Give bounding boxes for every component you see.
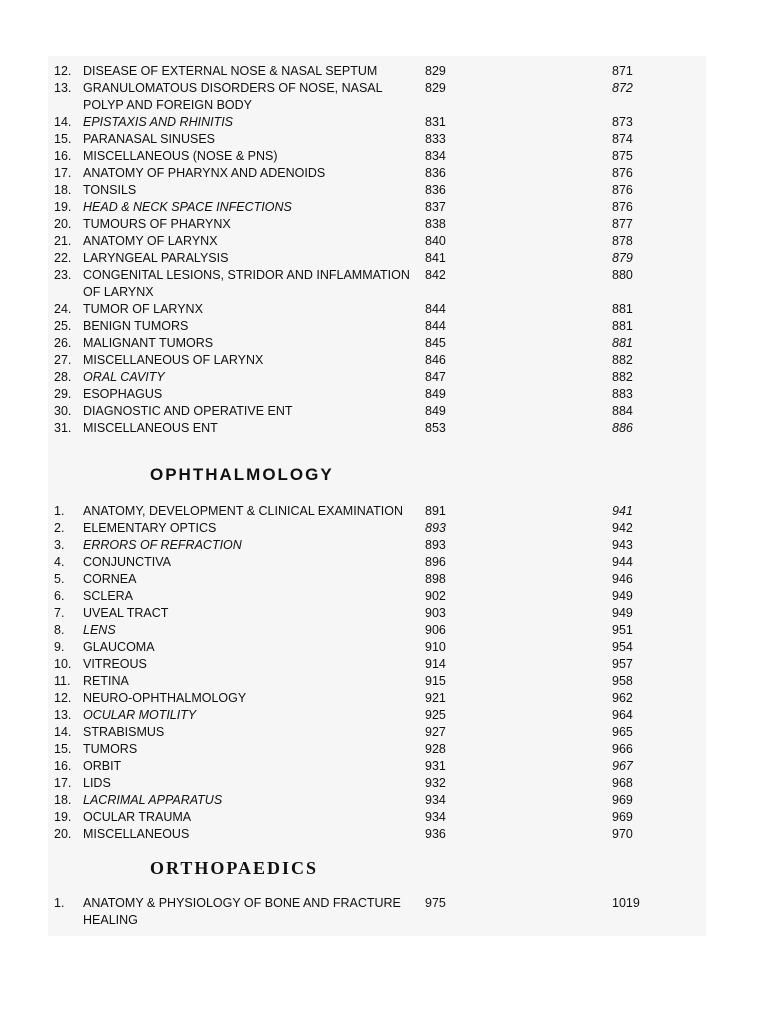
- entry-title: CONJUNCTIVA: [83, 555, 171, 569]
- entry-page-answers: 966: [612, 742, 633, 756]
- entry-number: 20.: [54, 217, 72, 231]
- entry-page-questions: 853: [425, 421, 446, 435]
- toc-entry: [0, 656, 768, 673]
- entry-title: OCULAR MOTILITY: [83, 708, 197, 722]
- entry-page-answers: 881: [612, 336, 633, 350]
- entry-title: ESOPHAGUS: [83, 387, 163, 401]
- entry-title: GLAUCOMA: [83, 640, 155, 654]
- toc-entry: [0, 250, 768, 267]
- entry-title: ELEMENTARY OPTICS: [83, 521, 217, 535]
- entry-page-answers: 881: [612, 302, 633, 316]
- entry-page-questions: 829: [425, 64, 446, 78]
- entry-page-answers: 876: [612, 166, 633, 180]
- entry-title: SCLERA: [83, 589, 134, 603]
- entry-title: EPISTAXIS AND RHINITIS: [83, 115, 234, 129]
- entry-page-questions: 915: [425, 674, 446, 688]
- entry-number: 19.: [54, 810, 72, 824]
- entry-title: MISCELLANEOUS (NOSE & PNS): [83, 149, 278, 163]
- entry-title: ORBIT: [83, 759, 122, 773]
- toc-entry: [0, 707, 768, 724]
- entry-page-answers: 1019: [612, 896, 640, 910]
- entry-page-questions: 902: [425, 589, 446, 603]
- entry-page-answers: 954: [612, 640, 633, 654]
- entry-page-questions: 840: [425, 234, 446, 248]
- toc-entry: [0, 571, 768, 588]
- entry-page-answers: 942: [612, 521, 633, 535]
- entry-number: 23.: [54, 268, 72, 282]
- entry-page-questions: 934: [425, 810, 446, 824]
- entry-title: HEAD & NECK SPACE INFECTIONS: [83, 200, 292, 214]
- toc-entry: [0, 622, 768, 639]
- orthopaedics-list: [0, 895, 768, 929]
- entry-page-answers: 970: [612, 827, 633, 841]
- entry-title: VITREOUS: [83, 657, 147, 671]
- entry-page-questions: 893: [425, 521, 446, 535]
- toc-entry: [0, 114, 768, 131]
- entry-title: LACRIMAL APPARATUS: [83, 793, 223, 807]
- toc-entry: [0, 690, 768, 707]
- entry-number: 30.: [54, 404, 72, 418]
- entry-page-answers: 949: [612, 606, 633, 620]
- entry-page-questions: 936: [425, 827, 446, 841]
- toc-entry: [0, 165, 768, 182]
- entry-page-questions: 910: [425, 640, 446, 654]
- entry-number: 17.: [54, 166, 72, 180]
- toc-entry: [0, 352, 768, 369]
- entry-number: 16.: [54, 149, 72, 163]
- toc-entry: [0, 537, 768, 554]
- toc-entry: [0, 403, 768, 420]
- toc-entry: [0, 809, 768, 826]
- orthopaedics-heading: ORTHOPAEDICS: [150, 858, 319, 878]
- toc-entry: [0, 267, 768, 301]
- entry-title: STRABISMUS: [83, 725, 165, 739]
- entry-number: 21.: [54, 234, 72, 248]
- entry-title: UVEAL TRACT: [83, 606, 169, 620]
- entry-page-answers: 941: [612, 504, 633, 518]
- toc-entry: [0, 503, 768, 520]
- entry-page-questions: 891: [425, 504, 446, 518]
- toc-entry: [0, 369, 768, 386]
- entry-number: 13.: [54, 81, 72, 95]
- entry-title: OCULAR TRAUMA: [83, 810, 192, 824]
- toc-entry: [0, 148, 768, 165]
- entry-page-questions: 836: [425, 166, 446, 180]
- entry-title: TUMORS: [83, 742, 138, 756]
- entry-page-questions: 847: [425, 370, 446, 384]
- toc-entry: [0, 588, 768, 605]
- entry-page-answers: 886: [612, 421, 633, 435]
- entry-page-questions: 846: [425, 353, 446, 367]
- entry-page-questions: 931: [425, 759, 446, 773]
- entry-number: 5.: [54, 572, 65, 586]
- entry-page-answers: 964: [612, 708, 633, 722]
- entry-title: MISCELLANEOUS OF LARYNX: [83, 353, 264, 367]
- entry-number: 25.: [54, 319, 72, 333]
- entry-number: 15.: [54, 132, 72, 146]
- entry-title: ANATOMY & PHYSIOLOGY OF BONE AND FRACTURE HEALING: [83, 896, 401, 927]
- entry-page-answers: 969: [612, 793, 633, 807]
- entry-title: BENIGN TUMORS: [83, 319, 189, 333]
- entry-title: ANATOMY OF LARYNX: [83, 234, 218, 248]
- entry-page-answers: 873: [612, 115, 633, 129]
- ophthalmology-section: [0, 503, 768, 843]
- entry-page-answers: 874: [612, 132, 633, 146]
- entry-number: 31.: [54, 421, 72, 435]
- toc-entry: [0, 520, 768, 537]
- entry-title: TONSILS: [83, 183, 137, 197]
- entry-number: 4.: [54, 555, 65, 569]
- toc-entry: [0, 420, 768, 437]
- entry-number: 14.: [54, 725, 72, 739]
- entry-number: 14.: [54, 115, 72, 129]
- entry-title: ANATOMY, DEVELOPMENT & CLINICAL EXAMINATION: [83, 504, 403, 518]
- entry-page-questions: 838: [425, 217, 446, 231]
- toc-entry: [0, 758, 768, 775]
- entry-page-answers: 968: [612, 776, 633, 790]
- toc-entry: [0, 182, 768, 199]
- entry-page-answers: 883: [612, 387, 633, 401]
- entry-title: ERRORS OF REFRACTION: [83, 538, 242, 552]
- entry-page-answers: 876: [612, 200, 633, 214]
- entry-number: 3.: [54, 538, 65, 552]
- entry-number: 7.: [54, 606, 65, 620]
- entry-page-answers: 877: [612, 217, 633, 231]
- entry-page-questions: 975: [425, 896, 446, 910]
- entry-number: 15.: [54, 742, 72, 756]
- entry-page-questions: 903: [425, 606, 446, 620]
- entry-number: 22.: [54, 251, 72, 265]
- entry-page-answers: 958: [612, 674, 633, 688]
- toc-entry: [0, 233, 768, 250]
- toc-entry: [0, 318, 768, 335]
- entry-page-answers: 876: [612, 183, 633, 197]
- entry-page-answers: 967: [612, 759, 633, 773]
- entry-number: 29.: [54, 387, 72, 401]
- entry-number: 12.: [54, 64, 72, 78]
- entry-title: GRANULOMATOUS DISORDERS OF NOSE, NASAL POLYP AND FOREIGN BODY: [83, 81, 383, 112]
- entry-page-questions: 845: [425, 336, 446, 350]
- entry-page-questions: 842: [425, 268, 446, 282]
- entry-title: TUMOURS OF PHARYNX: [83, 217, 231, 231]
- toc-entry: [0, 895, 768, 929]
- entry-page-questions: 893: [425, 538, 446, 552]
- entry-page-answers: 882: [612, 353, 633, 367]
- toc-entry: [0, 605, 768, 622]
- entry-page-questions: 834: [425, 149, 446, 163]
- entry-number: 10.: [54, 657, 72, 671]
- entry-page-answers: 969: [612, 810, 633, 824]
- entry-page-questions: 849: [425, 404, 446, 418]
- entry-page-questions: 932: [425, 776, 446, 790]
- ophthalmology-heading: OPHTHALMOLOGY: [150, 465, 334, 484]
- entry-title: LARYNGEAL PARALYSIS: [83, 251, 229, 265]
- entry-number: 1.: [54, 504, 65, 518]
- entry-page-answers: 962: [612, 691, 633, 705]
- entry-page-answers: 882: [612, 370, 633, 384]
- entry-page-answers: 944: [612, 555, 633, 569]
- toc-entry: [0, 741, 768, 758]
- entry-number: 20.: [54, 827, 72, 841]
- entry-title: TUMOR OF LARYNX: [83, 302, 203, 316]
- entry-page-questions: 898: [425, 572, 446, 586]
- entry-page-questions: 836: [425, 183, 446, 197]
- toc-entry: [0, 131, 768, 148]
- toc-entry: [0, 301, 768, 318]
- entry-number: 19.: [54, 200, 72, 214]
- ent-list: [0, 63, 768, 437]
- entry-page-questions: 921: [425, 691, 446, 705]
- entry-page-questions: 844: [425, 319, 446, 333]
- entry-page-questions: 925: [425, 708, 446, 722]
- entry-page-answers: 875: [612, 149, 633, 163]
- entry-title: NEURO-OPHTHALMOLOGY: [83, 691, 247, 705]
- toc-entry: [0, 639, 768, 656]
- toc-entry: [0, 724, 768, 741]
- entry-page-questions: 896: [425, 555, 446, 569]
- ophthalmology-list: [0, 503, 768, 843]
- entry-number: 11.: [54, 674, 71, 688]
- entry-number: 2.: [54, 521, 65, 535]
- toc-entry: [0, 792, 768, 809]
- entry-number: 18.: [54, 183, 72, 197]
- entry-number: 27.: [54, 353, 72, 367]
- toc-entry: [0, 775, 768, 792]
- entry-page-questions: 841: [425, 251, 446, 265]
- entry-page-answers: 880: [612, 268, 633, 282]
- entry-page-answers: 872: [612, 81, 633, 95]
- toc-entry: [0, 335, 768, 352]
- entry-title: LIDS: [83, 776, 111, 790]
- entry-title: DISEASE OF EXTERNAL NOSE & NASAL SEPTUM: [83, 64, 378, 78]
- entry-page-questions: 829: [425, 81, 446, 95]
- entry-number: 13.: [54, 708, 72, 722]
- entry-page-answers: 943: [612, 538, 633, 552]
- entry-page-answers: 878: [612, 234, 633, 248]
- entry-number: 9.: [54, 640, 65, 654]
- entry-title: ANATOMY OF PHARYNX AND ADENOIDS: [83, 166, 326, 180]
- ent-section: [0, 63, 768, 437]
- entry-title: CONGENITAL LESIONS, STRIDOR AND INFLAMMATION OF LARYNX: [83, 268, 410, 299]
- toc-entry: [0, 673, 768, 690]
- toc-entry: [0, 554, 768, 571]
- orthopaedics-section: [0, 895, 768, 929]
- entry-page-answers: 951: [612, 623, 633, 637]
- entry-page-questions: 831: [425, 115, 446, 129]
- entry-page-questions: 833: [425, 132, 446, 146]
- entry-number: 12.: [54, 691, 72, 705]
- entry-page-questions: 928: [425, 742, 446, 756]
- entry-page-questions: 837: [425, 200, 446, 214]
- entry-title: MALIGNANT TUMORS: [83, 336, 214, 350]
- entry-number: 6.: [54, 589, 65, 603]
- entry-page-answers: 884: [612, 404, 633, 418]
- toc-entry: [0, 386, 768, 403]
- entry-number: 1.: [54, 896, 65, 910]
- toc-entry: [0, 199, 768, 216]
- entry-page-questions: 934: [425, 793, 446, 807]
- entry-title: PARANASAL SINUSES: [83, 132, 215, 146]
- toc-entry: [0, 80, 768, 114]
- entry-page-questions: 914: [425, 657, 446, 671]
- entry-page-questions: 844: [425, 302, 446, 316]
- entry-title: LENS: [83, 623, 116, 637]
- entry-number: 18.: [54, 793, 72, 807]
- entry-number: 24.: [54, 302, 72, 316]
- entry-page-answers: 957: [612, 657, 633, 671]
- entry-page-answers: 965: [612, 725, 633, 739]
- entry-page-answers: 881: [612, 319, 633, 333]
- entry-page-answers: 879: [612, 251, 633, 265]
- entry-page-questions: 906: [425, 623, 446, 637]
- toc-entry: [0, 63, 768, 80]
- entry-page-questions: 849: [425, 387, 446, 401]
- entry-title: MISCELLANEOUS: [83, 827, 190, 841]
- entry-number: 16.: [54, 759, 72, 773]
- entry-page-answers: 949: [612, 589, 633, 603]
- entry-title: RETINA: [83, 674, 129, 688]
- entry-title: CORNEA: [83, 572, 137, 586]
- entry-number: 28.: [54, 370, 72, 384]
- entry-page-answers: 871: [612, 64, 633, 78]
- entry-title: MISCELLANEOUS ENT: [83, 421, 218, 435]
- toc-entry: [0, 216, 768, 233]
- entry-number: 17.: [54, 776, 72, 790]
- entry-number: 8.: [54, 623, 65, 637]
- toc-entry: [0, 826, 768, 843]
- entry-page-questions: 927: [425, 725, 446, 739]
- entry-title: DIAGNOSTIC AND OPERATIVE ENT: [83, 404, 293, 418]
- entry-page-answers: 946: [612, 572, 633, 586]
- entry-number: 26.: [54, 336, 72, 350]
- entry-title: ORAL CAVITY: [83, 370, 165, 384]
